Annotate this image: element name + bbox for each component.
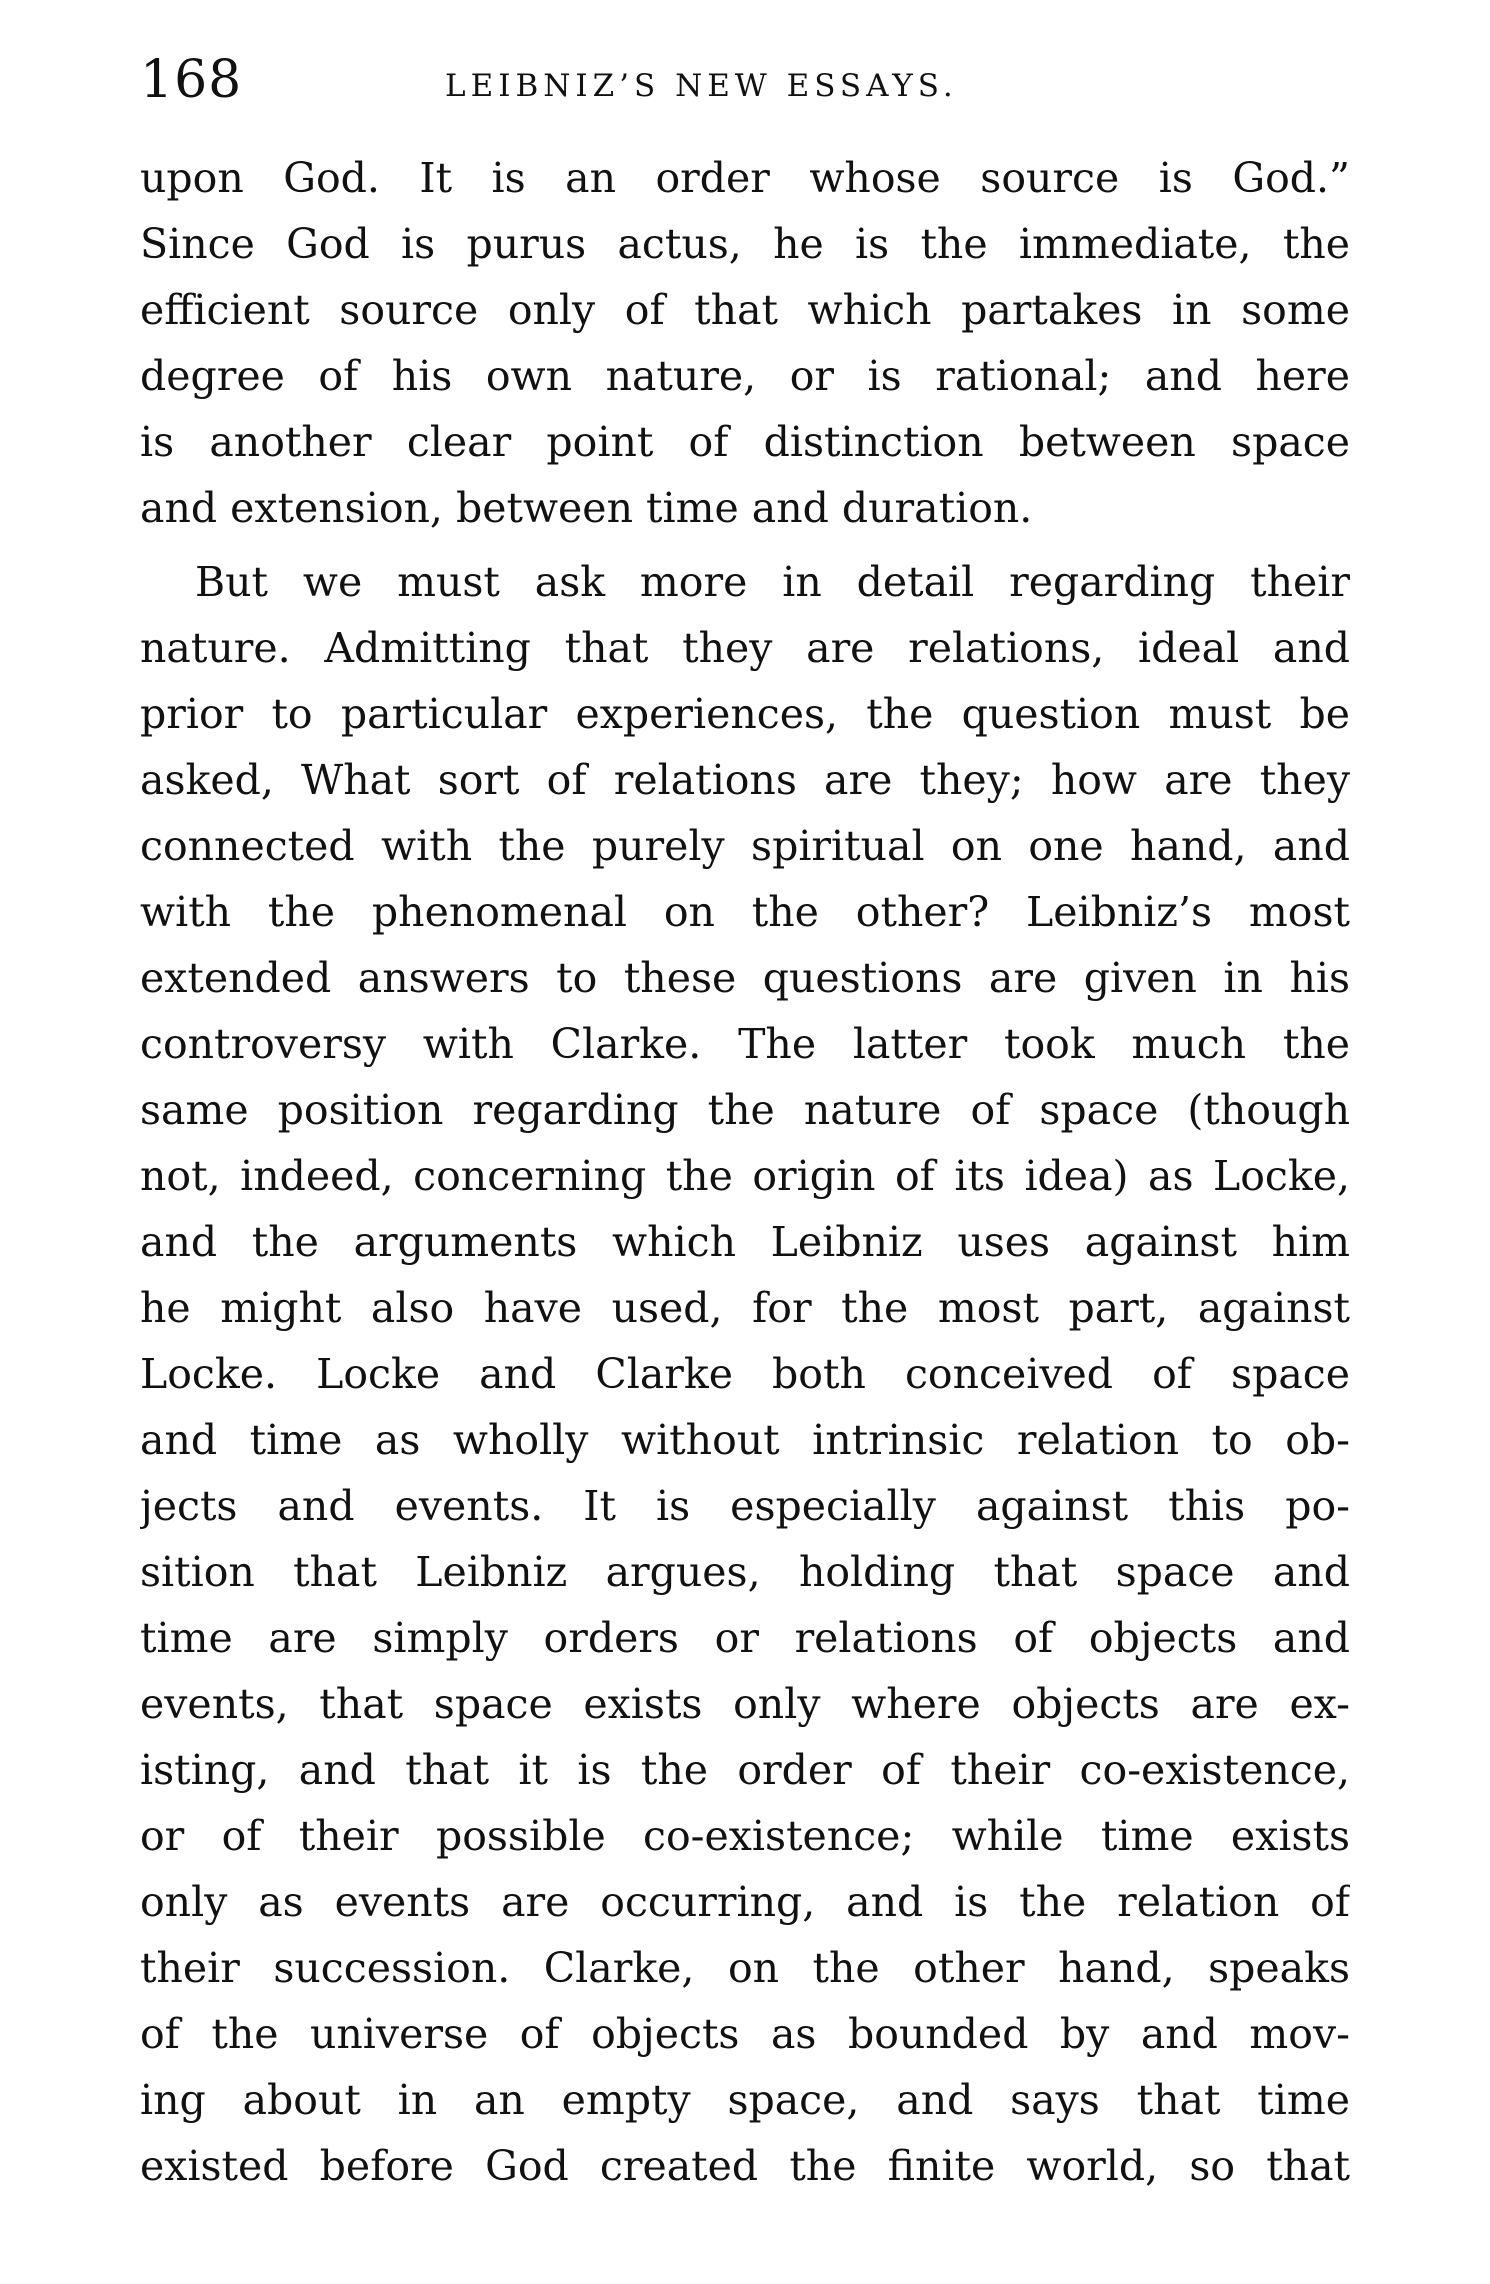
text-line: jects and events. It is especially against this po- bbox=[140, 1482, 1350, 1530]
text-line: and the arguments which Leibniz uses against him bbox=[140, 1218, 1350, 1266]
text-line: asked, What sort of relations are they; how are they bbox=[140, 756, 1350, 804]
text-line: same position regarding the nature of space (though bbox=[140, 1086, 1350, 1134]
text-line: time are simply orders or relations of objects and bbox=[140, 1614, 1350, 1662]
text-line: degree of his own nature, or is rational; and here bbox=[140, 352, 1350, 400]
text-line: Locke. Locke and Clarke both conceived of space bbox=[140, 1350, 1350, 1398]
text-line: But we must ask more in detail regarding their bbox=[195, 558, 1350, 606]
text-line: or of their possible co-existence; while time exists bbox=[140, 1812, 1350, 1860]
text-line: sition that Leibniz argues, holding that space and bbox=[140, 1548, 1350, 1596]
text-line: Since God is purus actus, he is the immediate, the bbox=[140, 220, 1350, 268]
text-line: not, indeed, concerning the origin of its idea) as Locke, bbox=[140, 1152, 1350, 1200]
text-line: only as events are occurring, and is the relation of bbox=[140, 1878, 1350, 1926]
text-line: extended answers to these questions are given in his bbox=[140, 954, 1350, 1002]
text-line: isting, and that it is the order of their co-existence, bbox=[140, 1746, 1350, 1794]
text-line: he might also have used, for the most part, against bbox=[140, 1284, 1350, 1332]
text-line: connected with the purely spiritual on one hand, and bbox=[140, 822, 1350, 870]
text-line: events, that space exists only where objects are ex- bbox=[140, 1680, 1350, 1728]
running-title: LEIBNIZ’S NEW ESSAYS. bbox=[445, 68, 958, 104]
text-line: and time as wholly without intrinsic relation to ob- bbox=[140, 1416, 1350, 1464]
text-line: ing about in an empty space, and says that time bbox=[140, 2076, 1350, 2124]
text-line: with the phenomenal on the other? Leibniz’s most bbox=[140, 888, 1350, 936]
page-number: 168 bbox=[140, 50, 243, 110]
text-line: and extension, between time and duration. bbox=[140, 484, 1033, 532]
text-line: controversy with Clarke. The latter took much the bbox=[140, 1020, 1350, 1068]
text-line: their succession. Clarke, on the other hand, speaks bbox=[140, 1944, 1350, 1992]
paragraph-1 bbox=[140, 145, 1350, 541]
text-line: prior to particular experiences, the question must be bbox=[140, 690, 1350, 738]
text-line: upon God. It is an order whose source is God.” bbox=[140, 154, 1350, 202]
text-line: of the universe of objects as bounded by and mov- bbox=[140, 2010, 1350, 2058]
text-line: efficient source only of that which partakes in some bbox=[140, 286, 1350, 334]
body-text bbox=[140, 145, 1350, 2199]
text-line: is another clear point of distinction between space bbox=[140, 418, 1350, 466]
text-line: existed before God created the finite world, so that bbox=[140, 2142, 1350, 2190]
paragraph-2 bbox=[140, 549, 1350, 2199]
text-line: nature. Admitting that they are relations, ideal and bbox=[140, 624, 1350, 672]
running-head bbox=[140, 46, 1350, 116]
